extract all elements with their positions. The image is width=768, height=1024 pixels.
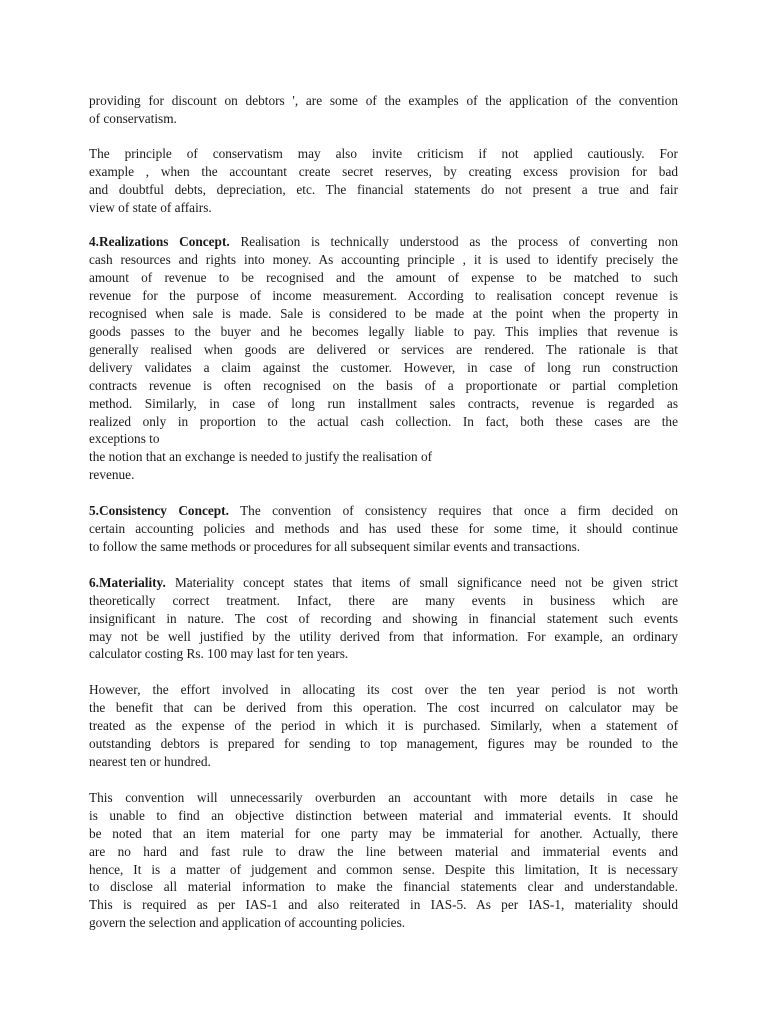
paragraph-conservatism-criticism	[89, 145, 678, 217]
text-line: contracts revenue is often recognised on the basis of a proportionate or partial completion	[89, 377, 678, 393]
text-line: 4.Realizations Concept. Realisation is technically understood as the process of converting non	[89, 234, 679, 250]
paragraph-materiality	[89, 574, 678, 664]
text-line: be noted that an item material for one party may be immaterial for another. Actually, there	[89, 825, 678, 841]
text-line: revenue.	[89, 467, 135, 483]
text-line: exceptions to	[89, 431, 160, 447]
paragraph-consistency-concept	[89, 502, 678, 556]
text-line: may not be well justified by the utility derived from that information. For example, an ordinary	[89, 628, 678, 644]
text-line: outstanding debtors is prepared for sending to top management, figures may be rounded to the	[89, 736, 678, 752]
text-line: generally realised when goods are delivered or services are rendered. The rationale is that	[89, 341, 678, 357]
text-line: the benefit that can be derived from this operation. The cost incurred on calculator may be	[89, 700, 678, 716]
text-line: method. Similarly, in case of long run installment sales contracts, revenue is regarded as	[89, 395, 678, 411]
text-line: treated as the expense of the period in which it is purchased. Similarly, when a statement of	[89, 718, 678, 734]
text-line: 6.Materiality. Materiality concept states that items of small significance need not be given strict	[89, 574, 678, 590]
text-line: to disclose all material information to make the financial statements clear and understandable.	[89, 879, 678, 895]
document-page	[89, 92, 678, 932]
text-line: recognised when sale is made. Sale is considered to be made at the point when the property in	[89, 306, 678, 322]
text-line: nearest ten or hundred.	[89, 754, 211, 769]
paragraph-materiality-example	[89, 681, 678, 771]
text-line: However, the effort involved in allocating its cost over the ten year period is not worth	[89, 682, 678, 698]
section-heading-realizations: 4.Realizations Concept.	[89, 234, 230, 250]
text-line: The principle of conservatism may also invite criticism if not applied cautiously. For	[89, 145, 678, 161]
text-line: of conservatism.	[89, 110, 177, 126]
paragraph-realizations-concept	[89, 233, 678, 484]
text-line: realized only in proportion to the actual cash collection. In fact, both these cases are the	[89, 413, 678, 429]
text-line: calculator costing Rs. 100 may last for ten years.	[89, 646, 349, 662]
text-line: theoretically correct treatment. Infact, there are many events in business which are	[89, 592, 678, 608]
text-line: is unable to find an objective distinction between material and immaterial events. It should	[89, 807, 678, 823]
text-line: goods passes to the buyer and he becomes legally liable to pay. This implies that revenue is	[89, 323, 678, 339]
text-line: insignificant in nature. The cost of recording and showing in financial statement such events	[89, 610, 678, 626]
text-line: amount of revenue to be recognised and the amount of expense to be matched to such	[89, 270, 678, 286]
text-line: cash resources and rights into money. As accounting principle , it is used to identify precisely the	[89, 252, 678, 268]
text-line: view of state of affairs.	[89, 199, 212, 215]
text-line: the notion that an exchange is needed to justify the realisation of	[89, 449, 433, 465]
text-line: and doubtful debts, depreciation, etc. The financial statements do not present a true and fair	[89, 181, 678, 197]
section-heading-consistency: 5.Consistency Concept.	[89, 503, 229, 519]
paragraph-conservatism-intro	[89, 92, 678, 128]
text-line: revenue for the purpose of income measurement. According to realisation concept revenue is	[89, 288, 678, 304]
section-heading-materiality: 6.Materiality.	[89, 574, 166, 590]
text-line: certain accounting policies and methods and has used these for some time, it should continue	[89, 521, 678, 537]
text-line: delivery validates a claim against the customer. However, in case of long run construction	[89, 359, 678, 375]
paragraph-materiality-limitation	[89, 789, 678, 932]
text-line: to follow the same methods or procedures for all subsequent similar events and transactions.	[89, 538, 581, 554]
text-line: are no hard and fast rule to draw the line between material and immaterial events and	[89, 843, 678, 859]
text-line: This convention will unnecessarily overburden an accountant with more details in case he	[89, 789, 678, 805]
text-line: hence, It is a matter of judgement and common sense. Despite this limitation, It is necessary	[89, 861, 678, 877]
text-line: example , when the accountant create secret reserves, by creating excess provision for bad	[89, 163, 678, 179]
text-line: govern the selection and application of accounting policies.	[89, 915, 406, 931]
text-line: providing for discount on debtors ', are some of the examples of the application of the convention	[89, 93, 678, 108]
text-line: 5.Consistency Concept. The convention of consistency requires that once a firm decided on	[89, 503, 678, 519]
text-line: This is required as per IAS-1 and also reiterated in IAS-5. As per IAS-1, materiality should	[89, 897, 678, 913]
